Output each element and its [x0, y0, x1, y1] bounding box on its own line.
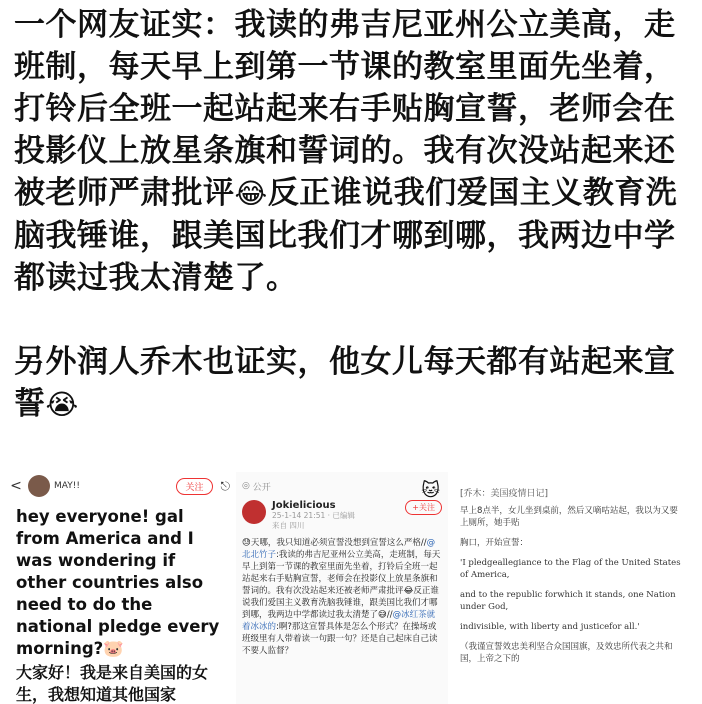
main-text: [14, 4, 690, 426]
paragraph-1: [14, 4, 690, 299]
follow-button[interactable]: +关注: [405, 500, 442, 515]
pledge-translation: （我谨宣誓效忠美利坚合众国国旗，及效忠所代表之共和国，上帝之下的: [460, 642, 673, 664]
paragraph-2-text: 另外润人乔木也证实，他女儿每天都有站起来宣誓: [14, 344, 676, 422]
panel1-english-text: hey everyone! gal from America and I was wondering if other countries also need to do the national pledge every morning?🐷: [16, 507, 220, 658]
visibility-label: ◎ 公开: [242, 481, 271, 493]
follow-button[interactable]: 关注: [176, 478, 212, 495]
paragraph-2: [14, 341, 690, 426]
pledge-line: indivisible, with liberty and justicefor all.': [460, 622, 640, 632]
screenshot-panel-weibo: [236, 472, 448, 704]
diary-title: [乔木：美国疫情日记]: [460, 489, 549, 499]
screenshot-panel-diary: [452, 472, 694, 704]
post-body: 😓天哪，我只知道必须宣誓没想到宣誓这么严格//@北北竹子:我读的弗吉尼亚州公立美高，走班制，每天早上到第一节课的教室里面先坐着，打铃后全班一起站起来右手贴胸宣誓，老师会在投影仪上放星条旗和誓词的。我有次没站起来还被老师严肃批评😂反正谁说我们爱国主义教育洗脑我锤谁，跟美国比我们才哪到哪，我两边中学都读过我太清楚了😅//@冰红茶就着冰冰的:啊?那这宣誓具体是怎么个形式？在操场或班级里有人带着读一句跟一句？还是自己起床自己读不要人监督？: [242, 538, 441, 656]
avatar[interactable]: [28, 475, 50, 497]
paragraph-1-text: 一个网友证实：我读的弗吉尼亚州公立美高，走班制，每天早上到第一节课的教室里面先坐着，打铃后全班一起站起来右手贴胸宣誓，老师会在投影仪上放星条旗和誓词的。我有次没站起来还被老师严肃批评: [14, 7, 676, 211]
globe-icon: ◎: [242, 481, 253, 491]
pledge-line: and to the republic forwhich it stands, one Nation under God,: [460, 590, 676, 612]
diary-para: 早上8点半，女儿坐到桌前，然后又嘀咕站起，我以为又要上厕所，她手贴: [460, 506, 678, 528]
mention-link[interactable]: @冰红茶就着冰冰的: [242, 610, 436, 632]
post-location: 来自 四川: [272, 521, 305, 530]
pig-emoji-icon: 🐷: [103, 639, 124, 658]
post-author: [242, 500, 442, 531]
mention-link[interactable]: @北北竹子: [242, 538, 436, 560]
back-icon[interactable]: <: [10, 478, 22, 494]
pledge-line: 'I pledgeallegiance to the Flag of the United States of America,: [460, 558, 681, 580]
panel1-chinese-text: 大家好！我是来自美国的女生，我想知道其他国家: [16, 663, 209, 704]
post-card: [236, 500, 448, 657]
crying-emoji-icon: 😭: [45, 388, 79, 421]
paragraph-1-text-cont: 反正谁说我们爱国主义教育洗脑我锤谁，跟美国比我们才哪到哪，我两边中学都读过我太清楚了。: [14, 175, 678, 296]
avatar[interactable]: [242, 500, 266, 524]
diary-body: [452, 505, 694, 665]
diary-para: 胸口，开始宣誓：: [460, 538, 529, 548]
screenshot-panel-tiktok: [8, 472, 230, 704]
post-timestamp: 25-1-14 21:51 · 已编辑: [272, 511, 355, 520]
share-icon[interactable]: ⎋: [220, 478, 230, 493]
username[interactable]: MAY!!: [54, 481, 80, 491]
panel1-body: [8, 500, 230, 704]
panel1-header: [8, 472, 230, 500]
cat-sticker-icon: 🐱: [421, 480, 440, 501]
username[interactable]: Jokielicious: [272, 500, 336, 511]
laughing-crying-emoji-icon: 😂: [234, 177, 268, 210]
